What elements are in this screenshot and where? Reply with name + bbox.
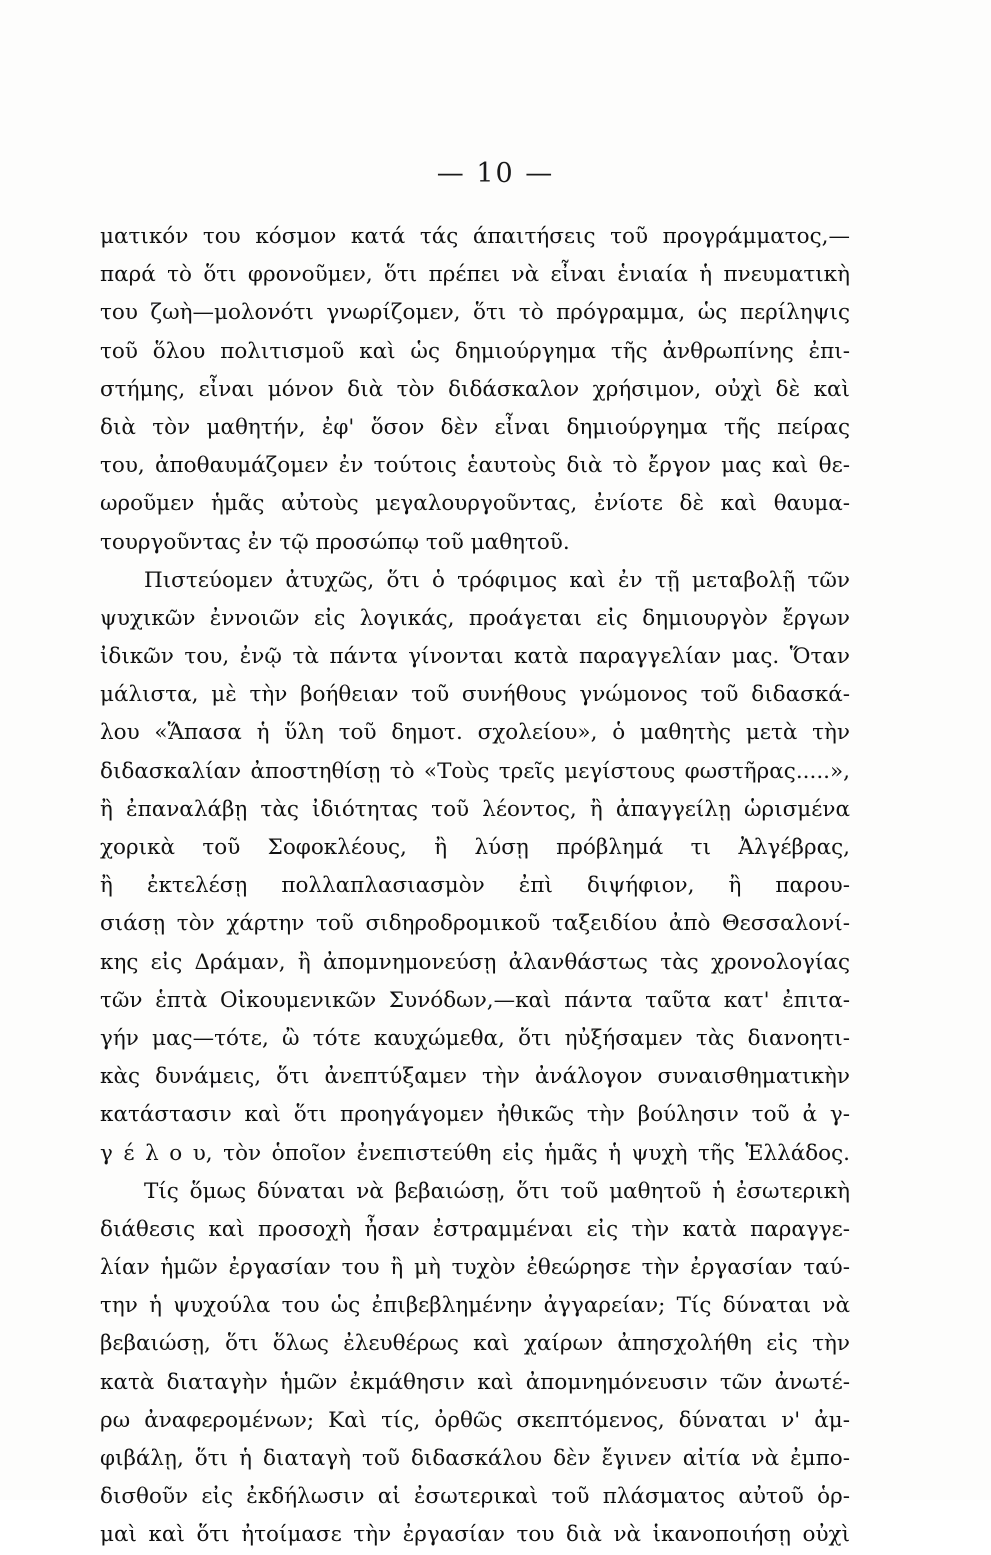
- paragraph-1: [100, 218, 850, 562]
- text-line: ρω ἀναφερομένων; Καὶ τίς, ὀρθῶς σκεπτόμενος, δύναται ν' ἀμ-: [100, 1407, 850, 1433]
- text-line: τοῦ ὅλου πολιτισμοῦ καὶ ὡς δημιούργημα τῆς ἀνθρωπίνης ἐπι-: [100, 338, 850, 364]
- text-line: μαὶ καὶ ὅτι ἠτοίμασε τὴν ἐργασίαν του διὰ νὰ ἱκανοποιήσῃ οὐχὶ: [100, 1522, 850, 1548]
- text-line: γ έ λ ο υ, τὸν ὁποῖον ἐνεπιστεύθη εἰς ἡμᾶς ἡ ψυχὴ τῆς Ἑλλάδος.: [100, 1140, 850, 1166]
- paragraph-3: [100, 1173, 850, 1555]
- text-line: ἢ ἐκτελέσῃ πολλαπλασιασμὸν ἐπὶ διψήφιον, ἢ παρου-: [100, 873, 850, 899]
- text-line: του, ἀποθαυμάζομεν ἐν τούτοις ἑαυτοὺς διὰ τὸ ἔργον μας καὶ θε-: [100, 453, 850, 479]
- text-line: κατὰ διαταγὴν ἡμῶν ἐκμάθησιν καὶ ἀπομνημόνευσιν τῶν ἀνωτέ-: [100, 1369, 850, 1395]
- text-line: ωροῦμεν ἡμᾶς αὐτοὺς μεγαλουργοῦντας, ἐνίοτε δὲ καὶ θαυμα-: [100, 491, 850, 517]
- text-line: ματικόν του κόσμον κατά τάς άπαιτήσεις τοῦ προγράμματος,—: [100, 224, 850, 249]
- text-line: Τίς ὅμως δύναται νὰ βεβαιώσῃ, ὅτι τοῦ μαθητοῦ ἡ ἐσωτερικὴ: [144, 1178, 850, 1204]
- text-line: στήμης, εἶναι μόνον διὰ τὸν διδάσκαλον χρήσιμον, οὐχὶ δὲ καὶ: [100, 376, 850, 402]
- text-line: βεβαιώσῃ, ὅτι ὅλως ἐλευθέρως καὶ χαίρων ἀπησχολήθη εἰς τὴν: [100, 1331, 850, 1357]
- text-line: την ἡ ψυχούλα του ὡς ἐπιβεβλημένην ἀγγαρείαν; Τίς δύναται νὰ: [100, 1293, 850, 1319]
- text-line: γήν μας—τότε, ὢ τότε καυχώμεθα, ὅτι ηὐξήσαμεν τὰς διανοητι-: [100, 1025, 850, 1051]
- text-line: διδασκαλίαν ἀποστηθίσῃ τὸ «Τοὺς τρεῖς μεγίστους φωστῆρας.....»,: [100, 758, 850, 784]
- text-line: ἰδικῶν του, ἐνῷ τὰ πάντα γίνονται κατὰ παραγγελίαν μας. Ὅταν: [100, 644, 850, 670]
- text-line: ψυχικῶν ἐννοιῶν εἰς λογικάς, προάγεται εἰς δημιουργὸν ἔργων: [100, 605, 850, 631]
- text-line: Πιστεύομεν ἀτυχῶς, ὅτι ὁ τρόφιμος καὶ ἐν τῇ μεταβολῇ τῶν: [144, 567, 850, 593]
- text-line: μάλιστα, μὲ τὴν βοήθειαν τοῦ συνήθους γνώμονος τοῦ διδασκά-: [100, 682, 850, 708]
- body-text: [100, 218, 850, 1555]
- text-line: διὰ τὸν μαθητήν, ἐφ' ὅσον δὲν εἶναι δημιούργημα τῆς πείρας: [100, 414, 850, 440]
- text-line: του ζωὴ—μολονότι γνωρίζομεν, ὅτι τὸ πρόγραμμα, ὡς περίληψις: [100, 300, 850, 326]
- text-line: κης εἰς Δράμαν, ἢ ἀπομνημονεύσῃ ἀλανθάστως τὰς χρονολογίας: [100, 949, 850, 975]
- text-line: τῶν ἑπτὰ Οἰκουμενικῶν Συνόδων,—καὶ πάντα ταῦτα κατ' ἐπιτα-: [100, 987, 850, 1013]
- text-line: διάθεσις καὶ προσοχὴ ἦσαν ἐστραμμέναι εἰς τὴν κατὰ παραγγε-: [100, 1216, 850, 1242]
- paragraph-2: [100, 562, 850, 1173]
- text-line: παρά τὸ ὅτι φρονοῦμεν, ὅτι πρέπει νὰ εἶναι ἑνιαία ἡ πνευματικὴ: [100, 262, 850, 288]
- text-line: κατάστασιν καὶ ὅτι προηγάγομεν ἠθικῶς τὴν βούλησιν τοῦ ἀ γ-: [100, 1102, 850, 1128]
- text-line: ἢ ἐπαναλάβῃ τὰς ἰδιότητας τοῦ λέοντος, ἢ ἀπαγγείλῃ ὡρισμένα: [100, 796, 850, 822]
- text-line: κὰς δυνάμεις, ὅτι ἀνεπτύξαμεν τὴν ἀνάλογον συναισθηματικὴν: [100, 1064, 850, 1090]
- text-line: τουργοῦντας ἐν τῷ προσώπῳ τοῦ μαθητοῦ.: [100, 529, 570, 555]
- page-number: — 10 —: [436, 158, 555, 189]
- text-line: φιβάλῃ, ὅτι ἡ διαταγὴ τοῦ διδασκάλου δὲν ἔγινεν αἰτία νὰ ἐμπο-: [100, 1446, 850, 1471]
- text-line: σιάσῃ τὸν χάρτην τοῦ σιδηροδρομικοῦ ταξειδίου ἀπὸ Θεσσαλονί-: [100, 911, 850, 937]
- text-line: δισθοῦν εἰς ἐκδήλωσιν αἱ ἐσωτερικαὶ τοῦ πλάσματος αὐτοῦ ὁρ-: [100, 1484, 850, 1510]
- text-line: λου «Ἅπασα ἡ ὕλη τοῦ δημοτ. σχολείου», ὁ μαθητὴς μετὰ τὴν: [100, 720, 850, 746]
- text-line: χορικὰ τοῦ Σοφοκλέους, ἢ λύσῃ πρόβλημά τι Ἀλγέβρας,: [100, 835, 850, 860]
- text-line: λίαν ἡμῶν ἐργασίαν του ἢ μὴ τυχὸν ἐθεώρησε τὴν ἐργασίαν ταύ-: [100, 1255, 850, 1281]
